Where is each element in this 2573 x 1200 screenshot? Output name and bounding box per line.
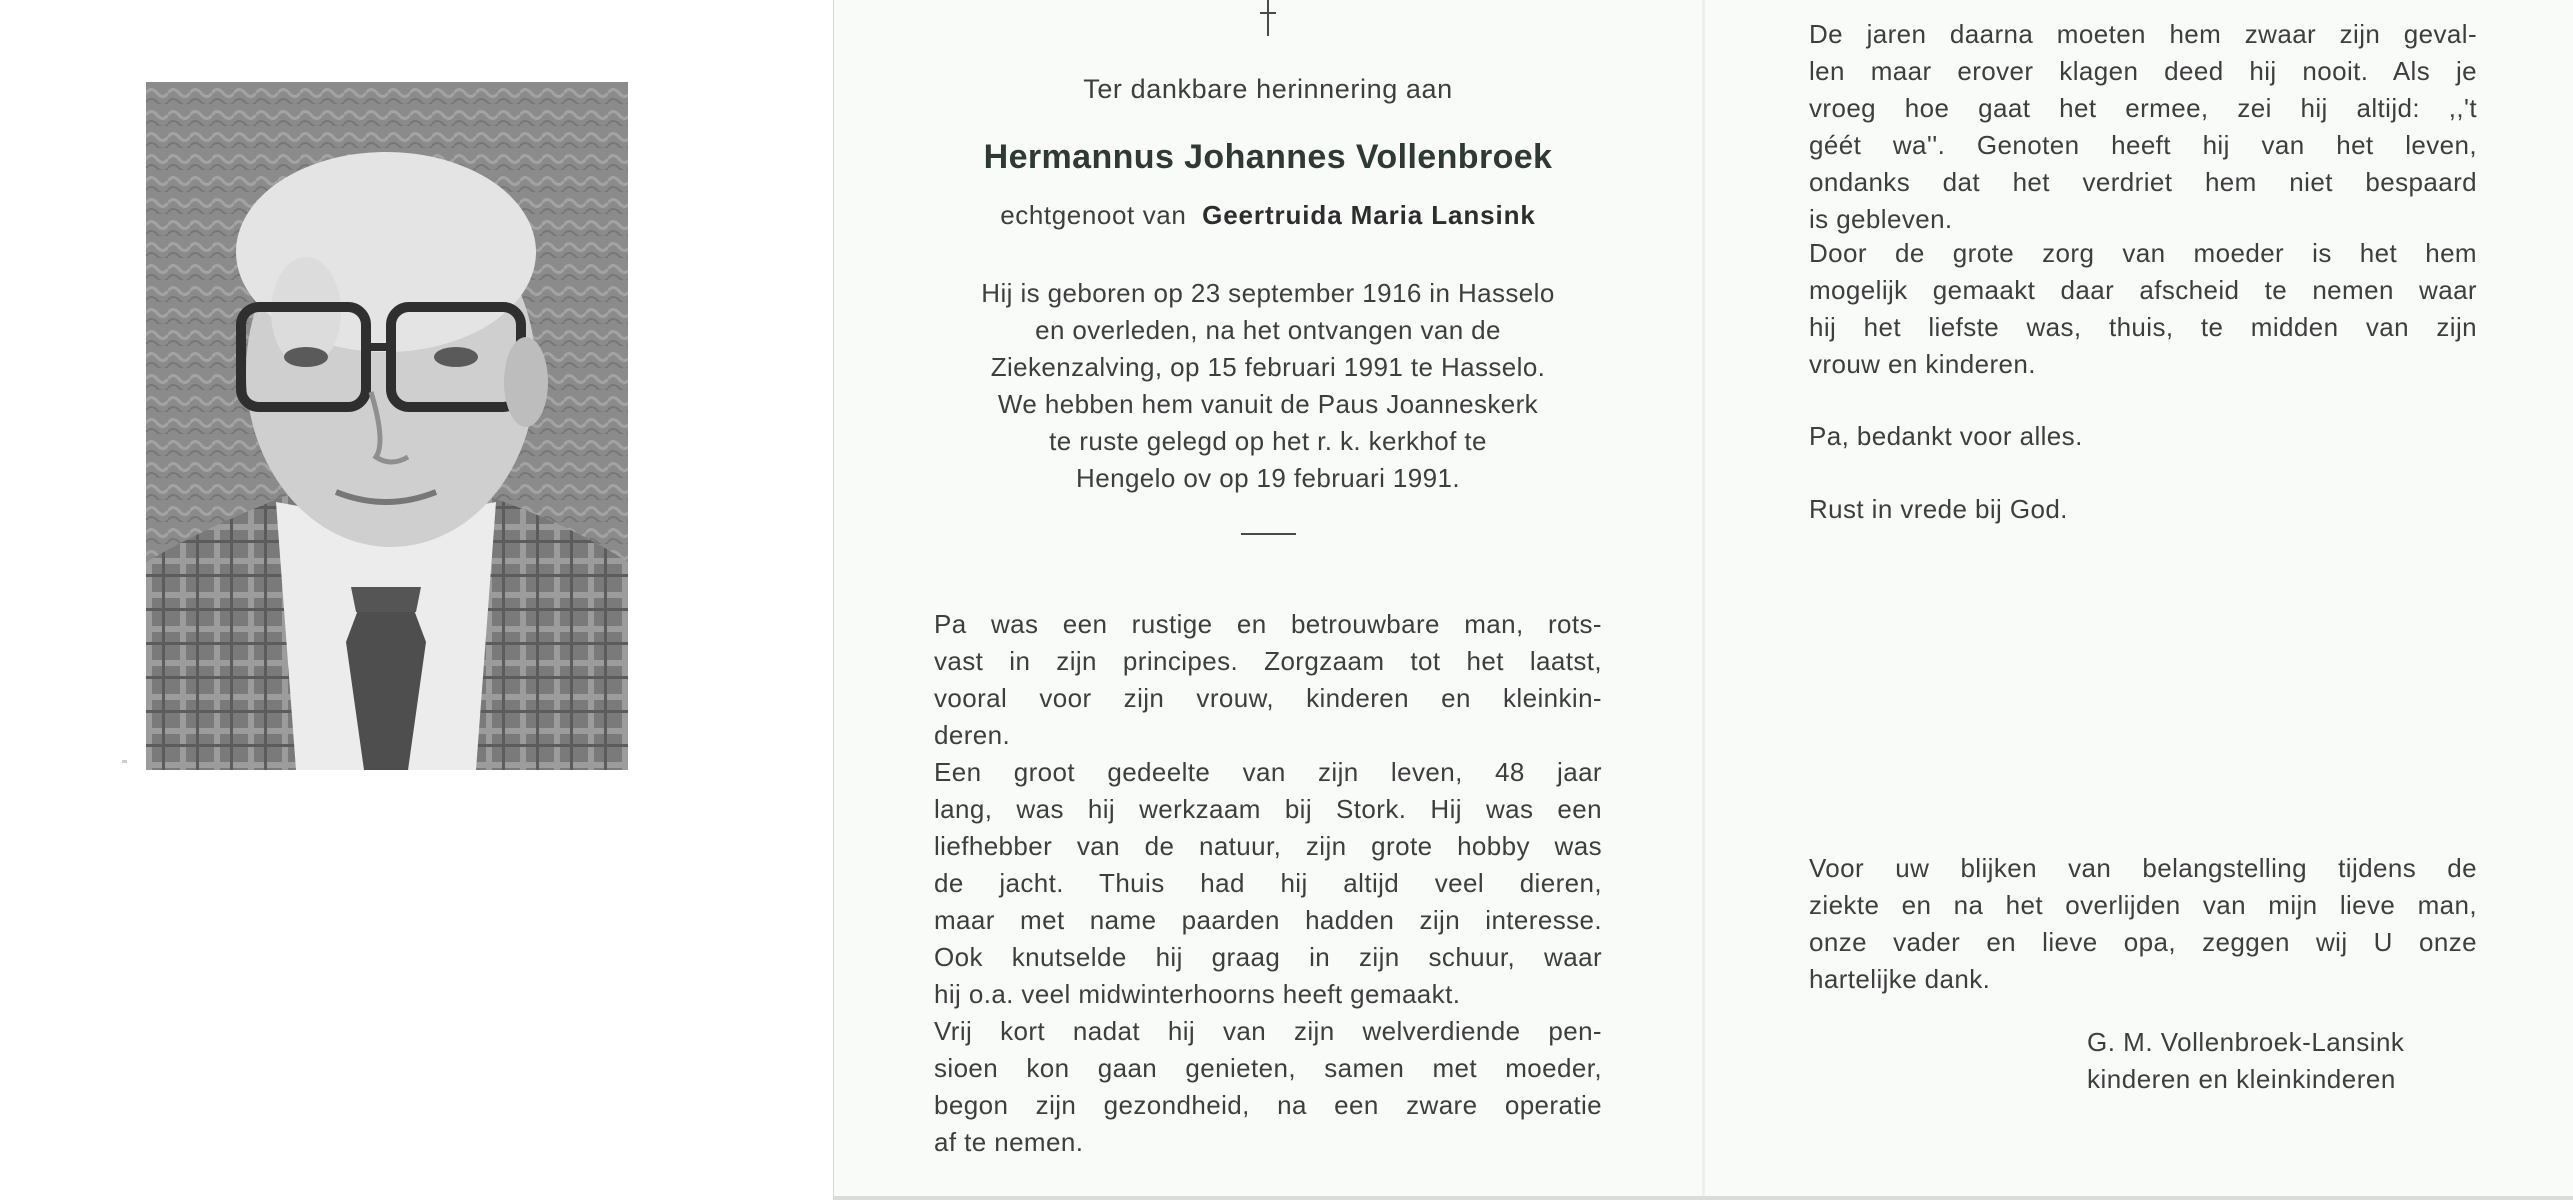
bio-line: Een groot gedeelte van zijn leven, 48 jaar	[934, 757, 1602, 787]
text-line: vrouw en kinderen.	[1809, 349, 2036, 379]
dates-line: en overleden, na het ontvangen van de	[1035, 315, 1501, 345]
memorial-card	[833, 0, 2573, 1200]
bio-line: sioen kon gaan genieten, samen met moeder,	[934, 1053, 1602, 1083]
divider-line	[1241, 533, 1296, 535]
deceased-name: Hermannus Johannes Vollenbroek	[983, 138, 1553, 176]
text-line: Door de grote zorg van moeder is het hem	[1809, 238, 2477, 268]
bio-line: Pa was een rustige en betrouwbare man, rots-	[934, 609, 1602, 639]
dates-line: We hebben hem vanuit de Paus Joanneskerk	[997, 389, 1539, 419]
dates-line: Ziekenzalving, op 15 februari 1991 te Hasselo.	[990, 352, 1546, 382]
care-paragraph	[1809, 235, 2477, 383]
text-line: is gebleven.	[1809, 204, 1953, 234]
bio-line: Ook knutselde hij graag in zijn schuur, waar	[934, 942, 1602, 972]
spouse-prefix: echtgenoot van	[1000, 200, 1187, 230]
thanks-line: Pa, bedankt voor alles.	[1809, 421, 2083, 451]
portrait-illustration	[146, 82, 628, 770]
spouse-name: Geertruida Maria Lansink	[1202, 200, 1536, 230]
dates-line: Hengelo ov op 19 februari 1991.	[1076, 463, 1460, 493]
text-line: géét wa''. Genoten heeft hij van het leven,	[1809, 130, 2477, 160]
bio-line: vooral voor zijn vrouw, kinderen en kleinkin-	[934, 683, 1602, 713]
bio-line: deren.	[934, 720, 1011, 750]
bio-line: begon zijn gezondheid, na een zware operatie	[934, 1090, 1602, 1120]
bio-line: maar met name paarden hadden zijn interesse.	[934, 905, 1602, 935]
text-line: vroeg hoe gaat het ermee, zei hij altijd: ,,'t	[1809, 93, 2477, 123]
text-line: Voor uw blijken van belangstelling tijdens de	[1809, 853, 2477, 883]
bio-line: af te nemen.	[934, 1127, 1084, 1157]
text-line: ondanks dat het verdriet hem niet bespaard	[1809, 167, 2477, 197]
dates-line: Hij is geboren op 23 september 1916 in Hasselo	[981, 278, 1555, 308]
rest-in-peace-line: Rust in vrede bij God.	[1809, 494, 2068, 524]
bio-line: liefhebber van de natuur, zijn grote hobby was	[934, 831, 1602, 861]
text-line: onze vader en lieve opa, zeggen wij U onze	[1809, 927, 2477, 957]
text-line: len maar erover klagen deed hij nooit. Als je	[1809, 56, 2477, 86]
closing-paragraph	[1809, 850, 2477, 998]
text-line: De jaren daarna moeten hem zwaar zijn geval-	[1809, 19, 2477, 49]
signature-family: kinderen en kleinkinderen	[2087, 1064, 2396, 1094]
dates-line: te ruste gelegd op het r. k. kerkhof te	[1049, 426, 1487, 456]
bio-line: vast in zijn principes. Zorgzaam tot het laatst,	[934, 646, 1602, 676]
left-page	[0, 0, 830, 1200]
later-years-paragraph	[1809, 16, 2477, 238]
life-dates-block	[934, 275, 1602, 497]
biography-text	[934, 606, 1602, 1161]
text-line: ziekte en na het overlijden van mijn lieve man,	[1809, 890, 2477, 920]
signature-block	[2087, 1024, 2404, 1098]
text-line: hartelijke dank.	[1809, 964, 1991, 994]
intro-text: Ter dankbare herinnering aan	[1083, 74, 1453, 104]
bio-line: lang, was hij werkzaam bij Stork. Hij was een	[934, 794, 1602, 824]
card-fold	[1702, 0, 1705, 1196]
scan-speck	[122, 760, 127, 763]
signature-name: G. M. Vollenbroek-Lansink	[2087, 1027, 2405, 1057]
text-line: hij het liefste was, thuis, te midden van zijn	[1809, 312, 2477, 342]
spouse-line	[934, 200, 1602, 231]
cross-icon	[1258, 0, 1278, 36]
bio-line: hij o.a. veel midwinterhoorns heeft gemaakt.	[934, 979, 1461, 1009]
portrait-photo	[146, 82, 628, 770]
bio-line: Vrij kort nadat hij van zijn welverdiende pen-	[934, 1016, 1602, 1046]
bio-line: de jacht. Thuis had hij altijd veel dieren,	[934, 868, 1602, 898]
text-line: mogelijk gemaakt daar afscheid te nemen waar	[1809, 275, 2477, 305]
